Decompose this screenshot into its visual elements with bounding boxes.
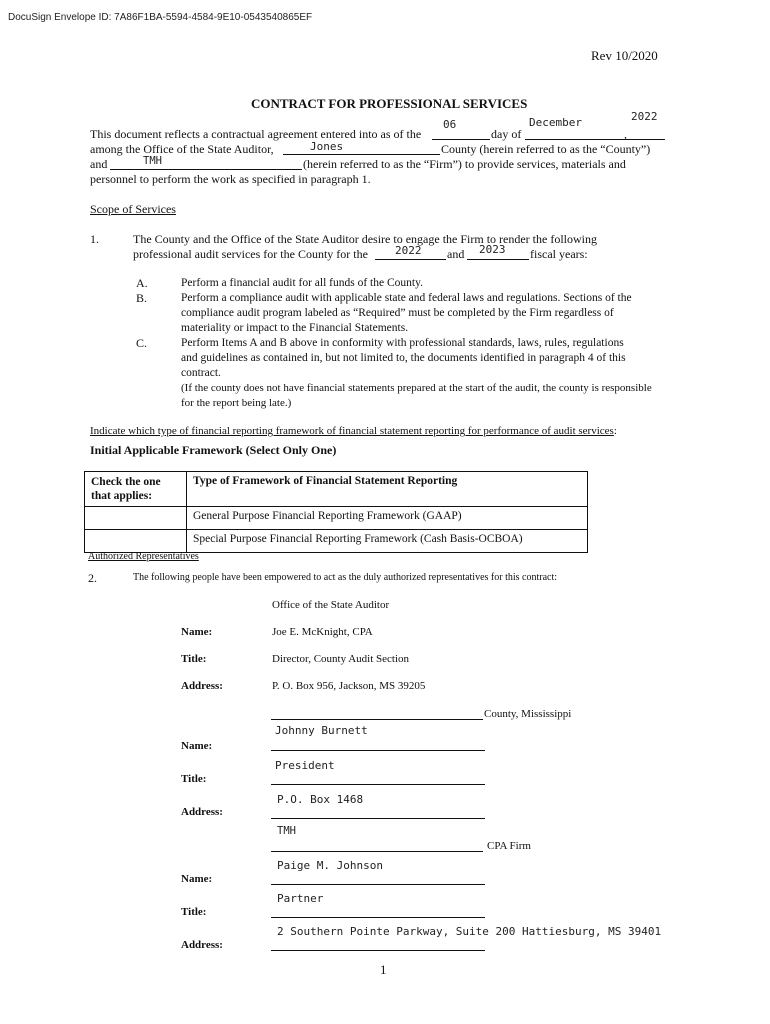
address-label: Address: xyxy=(181,806,223,818)
county-rep-title-line xyxy=(271,784,485,785)
firm-suffix: CPA Firm xyxy=(487,840,531,852)
firm-rep-title-line xyxy=(271,917,485,918)
item-line: compliance audit program labeled as “Required” must be completed by the Firm regardless of xyxy=(181,307,614,319)
firm-rep-title-field[interactable]: Partner xyxy=(277,892,324,905)
address-label: Address: xyxy=(181,680,223,692)
intro-line-1a: This document reflects a contractual agreement entered into as of the xyxy=(90,127,422,141)
firm-field[interactable]: TMH xyxy=(143,155,162,167)
day-blank xyxy=(432,139,490,140)
item-text xyxy=(181,291,632,336)
framework-instruction-text: Indicate which type of financial reporting framework of financial statement reporting for performance of audit services xyxy=(90,425,614,437)
reps-text: The following people have been empowered to act as the duly authorized representatives for this contract: xyxy=(133,572,558,583)
scope-number: 1. xyxy=(90,232,99,246)
county-blank xyxy=(283,154,440,155)
title-label: Title: xyxy=(181,653,207,665)
intro-comma: , xyxy=(624,127,627,141)
framework-col-check-header: Check the one that applies: xyxy=(85,472,187,507)
framework-col-type-header: Type of Framework of Financial Statement Reporting xyxy=(187,472,588,507)
title-label: Title: xyxy=(181,906,207,918)
item-letter: B. xyxy=(136,291,148,305)
county-rep-address-field[interactable]: P.O. Box 1468 xyxy=(277,793,364,806)
firm-rep-name-field[interactable]: Paige M. Johnson xyxy=(277,859,383,872)
county-rep-title-field[interactable]: President xyxy=(275,759,335,772)
sa-name: Joe E. McKnight, CPA xyxy=(272,626,373,638)
day-field[interactable]: 06 xyxy=(443,118,457,131)
item-line: Perform a compliance audit with applicable state and federal laws and regulations. Sections of the xyxy=(181,292,632,304)
scope-line-2a: professional audit services for the County for the xyxy=(133,247,368,261)
item-text xyxy=(181,276,423,291)
county-rep-name-field[interactable]: Johnny Burnett xyxy=(275,724,368,737)
framework-option-label: General Purpose Financial Reporting Framework (GAAP) xyxy=(187,507,588,530)
county-rep-address-line xyxy=(271,818,485,819)
framework-table xyxy=(84,471,588,553)
intro-line-1b: day of xyxy=(491,127,522,141)
item-line: (If the county does not have financial statements prepared at the start of the audit, the county is responsible xyxy=(181,382,652,394)
page-number: 1 xyxy=(380,962,387,977)
county-rep-name-line xyxy=(271,750,485,751)
item-letter: A. xyxy=(136,276,148,290)
name-label: Name: xyxy=(181,873,213,885)
firm-rep-address-field[interactable]: 2 Southern Pointe Parkway, Suite 200 Hattiesburg, MS 39401 xyxy=(277,925,662,938)
address-label: Address: xyxy=(181,939,223,951)
item-line: Perform Items A and B above in conformity with professional standards, laws, rules, regulations xyxy=(181,337,624,349)
firm-rep-address-line xyxy=(271,950,485,951)
framework-checkbox-cell[interactable] xyxy=(85,507,187,530)
county-field[interactable]: Jones xyxy=(310,140,344,153)
framework-header-row xyxy=(85,472,588,507)
reps-number: 2. xyxy=(88,571,97,585)
scope-heading: Scope of Services xyxy=(90,202,176,216)
firm-rep-name-line xyxy=(271,884,485,885)
item-line: Perform a financial audit for all funds of the County. xyxy=(181,277,423,289)
fiscal-year-2-field[interactable]: 2023 xyxy=(479,243,506,256)
framework-checkbox-cell[interactable] xyxy=(85,530,187,553)
fiscal-year-1-field[interactable]: 2022 xyxy=(395,244,422,257)
item-line: for the report being late.) xyxy=(181,397,292,409)
framework-row xyxy=(85,530,588,553)
fy2-blank xyxy=(467,259,529,260)
framework-row xyxy=(85,507,588,530)
month-field[interactable]: December xyxy=(529,116,582,129)
fy1-blank xyxy=(375,259,446,260)
revision-label: Rev 10/2020 xyxy=(591,48,658,63)
item-line: contract. xyxy=(181,367,221,379)
county-suffix: County, Mississippi xyxy=(484,708,572,720)
framework-instruction xyxy=(90,425,617,437)
document-title: CONTRACT FOR PROFESSIONAL SERVICES xyxy=(251,96,528,111)
intro-line-3a: and xyxy=(90,157,108,171)
framework-instruction-colon: : xyxy=(613,425,617,437)
item-letter: C. xyxy=(136,336,148,350)
year-field[interactable]: 2022 xyxy=(631,110,658,123)
firm-name-field[interactable]: TMH xyxy=(277,825,296,837)
title-label: Title: xyxy=(181,773,207,785)
scope-line-1: The County and the Office of the State Auditor desire to engage the Firm to render the following xyxy=(133,232,597,246)
item-line: and guidelines as contained in, but not limited to, the documents identified in paragraph 4 of this xyxy=(181,352,626,364)
firm-blank xyxy=(110,169,302,170)
envelope-id: DocuSign Envelope ID: 7A86F1BA-5594-4584-9E10-0543540865EF xyxy=(8,12,313,23)
scope-line-2c: fiscal years: xyxy=(530,247,588,261)
month-year-blank xyxy=(525,139,665,140)
reps-heading: Authorized Representatives xyxy=(88,551,199,562)
sa-address: P. O. Box 956, Jackson, MS 39205 xyxy=(272,680,426,692)
intro-line-3b: (herein referred to as the “Firm”) to provide services, materials and xyxy=(303,157,626,171)
county-name-blank xyxy=(271,719,483,720)
office-name: Office of the State Auditor xyxy=(272,599,390,611)
intro-line-2a: among the Office of the State Auditor, xyxy=(90,142,274,156)
intro-line-2b: County (herein referred to as the “County”) xyxy=(441,142,651,156)
framework-option-label: Special Purpose Financial Reporting Framework (Cash Basis-OCBOA) xyxy=(187,530,588,553)
scope-line-2b: and xyxy=(447,247,465,261)
item-line: materiality or impact to the Financial Statements. xyxy=(181,322,409,334)
item-text xyxy=(181,336,652,411)
sa-title: Director, County Audit Section xyxy=(272,653,410,665)
name-label: Name: xyxy=(181,740,213,752)
intro-line-4: personnel to perform the work as specified in paragraph 1. xyxy=(90,172,371,186)
name-label: Name: xyxy=(181,626,213,638)
framework-heading: Initial Applicable Framework (Select Only One) xyxy=(90,443,337,457)
firm-name-line xyxy=(271,851,483,852)
